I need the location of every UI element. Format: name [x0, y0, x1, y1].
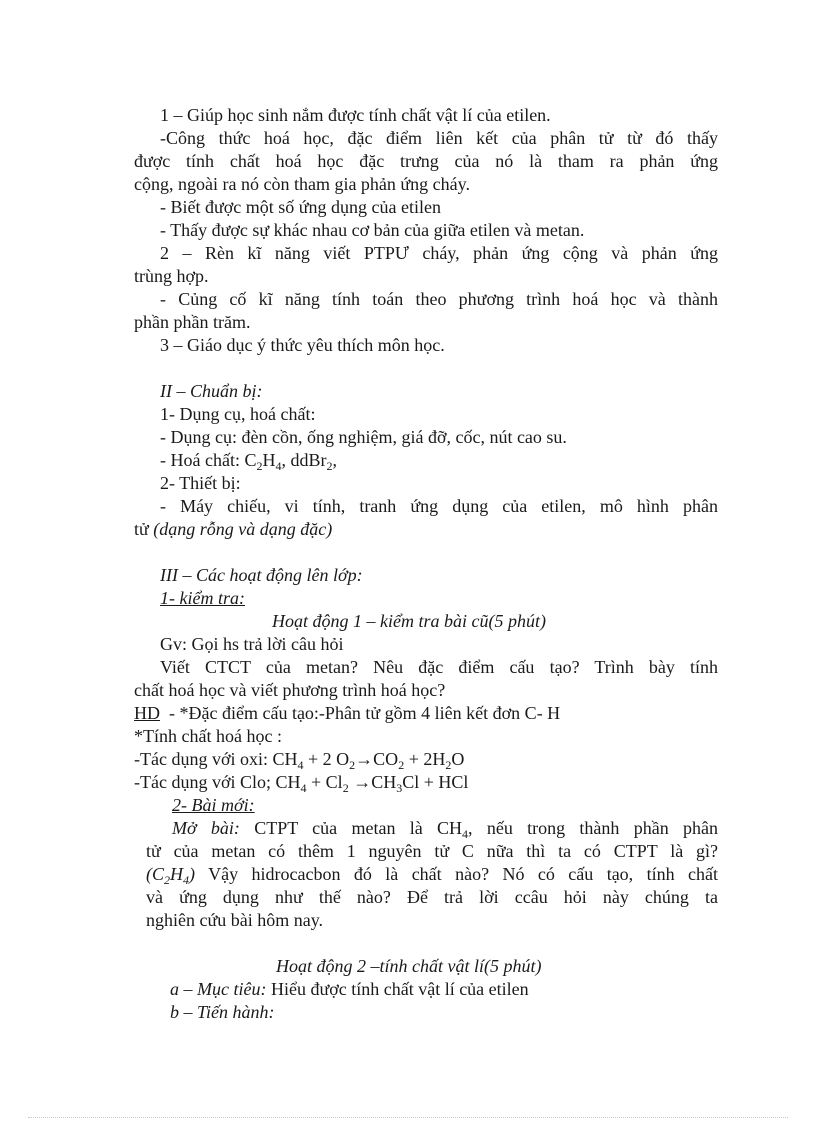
- intro-label: Mở bài:: [172, 818, 240, 838]
- check-line-3: chất hoá học và viết phương trình hoá học?: [134, 680, 446, 700]
- section-heading-preparation: II – Chuẩn bị:: [160, 381, 263, 401]
- intro-text-b: , nếu trong thành phần phân: [468, 818, 718, 838]
- page-bottom-divider: [28, 1117, 788, 1118]
- objective-line-1: 1 – Giúp học sinh nắm được tính chất vật lí của etilen.: [160, 105, 551, 125]
- oxi-equation: $CH_4 + 2$ $O_2\to CO_2 + 2H_2O$: [272, 749, 465, 772]
- prep-line-3: [160, 449, 744, 472]
- objective-line-3: được tính chất hoá học đặc trưng của nó là tham ra phản ứng: [134, 151, 718, 171]
- prep-line-4: 2- Thiết bị:: [160, 473, 241, 493]
- prep-line-6: [134, 518, 718, 541]
- check-line-6: [134, 748, 718, 771]
- objective-line-7: 2 – Rèn kĩ năng viết PTPƯ cháy, phản ứng cộng và phản ứng: [160, 243, 718, 263]
- objective-line-8: trùng hợp.: [134, 266, 209, 286]
- hd-text: - *Đặc điểm cấu tạo:-Phân tử gồm 4 liên kết đơn C- H: [160, 703, 561, 723]
- intro-line-1: [172, 817, 718, 840]
- chemicals-formula: $C_2H_4$, ddBr$_2$,: [244, 450, 337, 473]
- prep-line-5: - Máy chiếu, vi tính, tranh ứng dụng của etilen, mô hình phân: [160, 496, 718, 516]
- objective-line-5: - Biết được một số ứng dụng của etilen: [160, 197, 441, 217]
- objective-line-2: -Công thức hoá học, đặc điểm liên kết của phân tử từ đó thấy: [160, 128, 718, 148]
- objective-line-10: phần phần trăm.: [134, 312, 251, 332]
- clo-equation: $CH_4 + Cl_2 \to CH_3Cl$ + HCl: [275, 772, 469, 795]
- objective-line-6: - Thấy được sự khác nhau cơ bản của giữa etilen và metan.: [160, 220, 585, 240]
- hd-label: HD: [134, 703, 160, 723]
- c2h4-formula: $(C_2H_4)$: [146, 864, 195, 887]
- intro-line-5: nghiên cứu bài hôm nay.: [146, 910, 324, 930]
- intro-line-4: và ứng dụng như thế nào? Để trả lời ccâu hỏi này chúng ta: [146, 887, 718, 907]
- prep-chemicals-label: - Hoá chất:: [160, 450, 245, 470]
- objective-label: a – Mục tiêu:: [170, 979, 267, 999]
- model-types-note: (dạng rỗng và dạng đặc): [153, 519, 333, 539]
- check-line-7: [134, 771, 718, 794]
- subheading-new-lesson: 2- Bài mới:: [172, 795, 255, 815]
- intro-line-3-text: Vậy hidrocacbon đó là chất nào? Nó có cấu tạo, tính chất: [195, 864, 718, 884]
- prep-line-1: 1- Dụng cụ, hoá chất:: [160, 404, 316, 424]
- intro-line-3: [146, 863, 718, 886]
- objective-line-11: 3 – Giáo dục ý thức yêu thích môn học.: [160, 335, 445, 355]
- activity-1-title: Hoạt động 1 – kiểm tra bài cũ(5 phút): [272, 611, 546, 631]
- objective-row: [170, 978, 754, 1001]
- procedure-label: b – Tiến hành:: [170, 1002, 275, 1022]
- prep-line-2: - Dụng cụ: đèn cồn, ống nghiệm, giá đỡ, cốc, nút cao su.: [160, 427, 567, 447]
- ch4-formula: $CH_4$: [437, 818, 469, 841]
- intro-text-a: CTPT của metan là: [239, 818, 438, 838]
- activity-2-title: Hoạt động 2 –tính chất vật lí(5 phút): [276, 956, 542, 976]
- objective-text: Hiểu được tính chất vật lí của etilen: [266, 979, 529, 999]
- oxi-label: -Tác dụng với oxi:: [134, 749, 273, 769]
- check-line-1: Gv: Gọi hs trả lời câu hỏi: [160, 634, 344, 654]
- prep-line-6-text: tử: [134, 519, 154, 539]
- objective-line-4: cộng, ngoài ra nó còn tham gia phản ứng cháy.: [134, 174, 470, 194]
- check-line-5: *Tính chất hoá học :: [134, 726, 282, 746]
- subheading-check: 1- kiểm tra:: [160, 588, 245, 608]
- objective-line-9: - Củng cố kĩ năng tính toán theo phương trình hoá học và thành: [160, 289, 718, 309]
- section-heading-activities: III – Các hoạt động lên lớp:: [160, 565, 363, 585]
- check-line-2: Viết CTCT của metan? Nêu đặc điểm cấu tạo? Trình bày tính: [160, 657, 718, 677]
- intro-line-2: tử của metan có thêm 1 nguyên tử C nữa thì ta có CTPT là gì?: [146, 841, 718, 861]
- clo-label: -Tác dụng với Clo;: [134, 772, 276, 792]
- check-line-4: [134, 702, 718, 725]
